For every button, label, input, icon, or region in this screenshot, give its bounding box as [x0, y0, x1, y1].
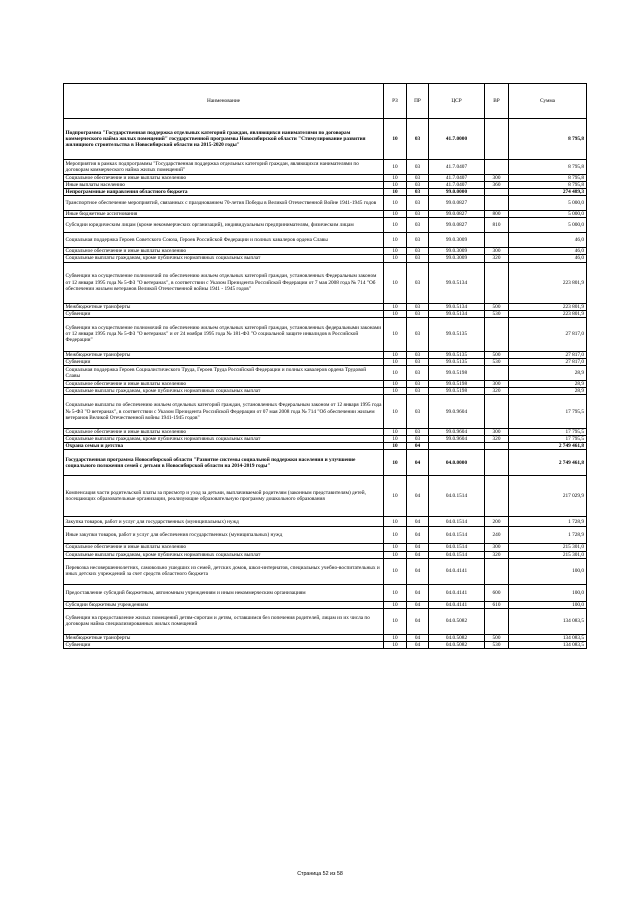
table-row	[64, 303, 587, 310]
cell-pr: 03	[407, 365, 429, 380]
cell-vr	[485, 443, 509, 450]
cell-rz: 10	[384, 248, 407, 255]
cell-pr: 04	[407, 544, 429, 551]
cell-vr	[485, 476, 509, 517]
cell-pr: 04	[407, 551, 429, 558]
cell-name: Субвенции	[64, 310, 384, 317]
cell-sum: 5 000,0	[509, 218, 587, 233]
table-row	[64, 182, 587, 189]
cell-rz: 10	[384, 310, 407, 317]
cell-rz: 10	[384, 262, 407, 303]
cell-vr: 320	[485, 255, 509, 262]
cell-vr: 360	[485, 182, 509, 189]
table-row	[64, 189, 587, 196]
cell-vr	[485, 365, 509, 380]
cell-sum: 134 083,5	[509, 608, 587, 634]
cell-csr: 04.0.1514	[429, 527, 485, 544]
cell-name: Межбюджетные трансферты	[64, 351, 384, 358]
cell-sum: 46,0	[509, 248, 587, 255]
table-row	[64, 119, 587, 160]
cell-rz: 10	[384, 641, 407, 648]
cell-pr: 03	[407, 211, 429, 218]
cell-csr: 99.0.9604	[429, 436, 485, 443]
cell-sum: 134 083,5	[509, 634, 587, 641]
cell-vr	[485, 450, 509, 476]
cell-name: Перевозка несовершеннолетних, самовольно ушедших из семей, детских домов, школ-интернатов, специальных учебно-воспитательных и иных детских учреждений за счет средств областного бюджета	[64, 558, 384, 584]
table-row	[64, 584, 587, 601]
cell-rz: 10	[384, 218, 407, 233]
cell-vr	[485, 262, 509, 303]
cell-name: Иные закупки товаров, работ и услуг для обеспечения государственных (муниципальных) нужд	[64, 527, 384, 544]
table-row	[64, 517, 587, 527]
cell-pr: 03	[407, 388, 429, 395]
cell-vr: 320	[485, 388, 509, 395]
cell-pr: 03	[407, 248, 429, 255]
cell-csr: 99.0.5135	[429, 317, 485, 351]
cell-vr: 500	[485, 351, 509, 358]
cell-csr: 04.0.4141	[429, 601, 485, 608]
cell-rz: 10	[384, 255, 407, 262]
cell-sum: 5 000,0	[509, 196, 587, 211]
cell-sum: 28,9	[509, 388, 587, 395]
cell-name: Социальное обеспечение и иные выплаты населению	[64, 248, 384, 255]
cell-pr: 03	[407, 233, 429, 248]
cell-pr: 04	[407, 601, 429, 608]
cell-csr: 99.0.5134	[429, 262, 485, 303]
cell-csr: 99.0.0827	[429, 211, 485, 218]
cell-rz: 10	[384, 517, 407, 527]
cell-sum: 134 083,5	[509, 641, 587, 648]
cell-name: Социальные выплаты гражданам, кроме публичных нормативных социальных выплат	[64, 388, 384, 395]
cell-rz: 10	[384, 634, 407, 641]
cell-name: Непрограммные направления областного бюджета	[64, 189, 384, 196]
table-row	[64, 358, 587, 365]
cell-rz: 10	[384, 450, 407, 476]
budget-table	[63, 83, 587, 649]
table-row	[64, 608, 587, 634]
cell-csr: 99.0.3009	[429, 248, 485, 255]
cell-pr: 04	[407, 450, 429, 476]
cell-csr: 99.0.0827	[429, 218, 485, 233]
cell-pr: 03	[407, 160, 429, 175]
cell-name: Субвенции на предоставление жилых помещений детям-сиротам и детям, оставшимся без попечения родителей, лицам из их числа по договорам найма специализированных жилых помещений	[64, 608, 384, 634]
cell-name: Социальное обеспечение и иные выплаты населению	[64, 544, 384, 551]
table-row	[64, 443, 587, 450]
cell-vr: 300	[485, 248, 509, 255]
cell-pr: 03	[407, 175, 429, 182]
cell-rz: 10	[384, 395, 407, 429]
cell-vr	[485, 317, 509, 351]
table-row	[64, 476, 587, 517]
table-row	[64, 601, 587, 608]
cell-rz: 10	[384, 436, 407, 443]
cell-csr: 04.0.4141	[429, 558, 485, 584]
cell-rz: 10	[384, 429, 407, 436]
table-row	[64, 527, 587, 544]
cell-rz: 10	[384, 365, 407, 380]
cell-csr: 04.0.1514	[429, 544, 485, 551]
cell-vr	[485, 189, 509, 196]
cell-csr: 99.0.3009	[429, 233, 485, 248]
cell-pr: 04	[407, 608, 429, 634]
cell-sum: 27 817,0	[509, 317, 587, 351]
cell-name: Мероприятия в рамках подпрограммы "Государственная поддержка отдельных категорий граждан, являющихся нанимателями по договорам коммерческого найма жилых помещений"	[64, 160, 384, 175]
table-row	[64, 395, 587, 429]
cell-name: Предоставление субсидий бюджетным, автономным учреждениям и иным некоммерческим организациям	[64, 584, 384, 601]
cell-pr: 03	[407, 182, 429, 189]
cell-name: Социальные выплаты гражданам, кроме публичных нормативных социальных выплат	[64, 436, 384, 443]
cell-pr: 03	[407, 429, 429, 436]
cell-sum: 2 749 461,8	[509, 443, 587, 450]
cell-rz: 10	[384, 182, 407, 189]
table-row	[64, 317, 587, 351]
cell-rz: 10	[384, 119, 407, 160]
cell-csr	[429, 443, 485, 450]
cell-name: Охрана семьи и детства	[64, 443, 384, 450]
table-row	[64, 365, 587, 380]
cell-name: Социальные выплаты по обеспечению жильем отдельных категорий граждан, установленных Федеральным законом от 12 января 1995 года № 5-ФЗ "О ветеранах", в соответствии с Указом Президента Российской Федерации от 07 мая 2008 года № 714 "Об обеспечении жильем ветеранов Великой Отечественной войны 1941-1945 годов"	[64, 395, 384, 429]
cell-name: Социальное обеспечение и иные выплаты населению	[64, 175, 384, 182]
cell-name: Социальные выплаты гражданам, кроме публичных нормативных социальных выплат	[64, 551, 384, 558]
header-name: Наименование	[64, 84, 384, 119]
cell-vr	[485, 160, 509, 175]
table-row	[64, 641, 587, 648]
cell-pr: 04	[407, 443, 429, 450]
cell-pr: 03	[407, 255, 429, 262]
cell-sum: 1 728,9	[509, 527, 587, 544]
cell-sum: 8 795,8	[509, 182, 587, 189]
cell-csr: 99.0.5135	[429, 358, 485, 365]
cell-csr: 41.7.0000	[429, 119, 485, 160]
cell-sum: 28,9	[509, 380, 587, 387]
table-body	[64, 119, 587, 649]
cell-sum: 8 795,8	[509, 119, 587, 160]
cell-csr: 04.0.1514	[429, 517, 485, 527]
cell-name: Компенсация части родительской платы за присмотр и уход за детьми, выплачиваемой родителям (законным представителям) детей, посещающих образовательные организации, реализующие образовательную программу дошкольного образования	[64, 476, 384, 517]
cell-vr: 200	[485, 517, 509, 527]
cell-sum: 17 795,5	[509, 436, 587, 443]
cell-rz: 10	[384, 527, 407, 544]
cell-rz: 10	[384, 233, 407, 248]
cell-rz: 10	[384, 601, 407, 608]
header-sum: Сумма	[509, 84, 587, 119]
cell-sum: 8 795,8	[509, 175, 587, 182]
cell-sum: 27 817,0	[509, 351, 587, 358]
page-footer: Страница 52 из 58	[297, 871, 343, 877]
cell-rz: 10	[384, 443, 407, 450]
cell-sum: 100,0	[509, 601, 587, 608]
cell-name: Закупка товаров, работ и услуг для государственных (муниципальных) нужд	[64, 517, 384, 527]
table-row	[64, 233, 587, 248]
cell-vr: 500	[485, 634, 509, 641]
table-row	[64, 634, 587, 641]
table-row	[64, 558, 587, 584]
table-row	[64, 388, 587, 395]
cell-rz: 10	[384, 317, 407, 351]
cell-sum: 1 728,9	[509, 517, 587, 527]
cell-sum: 223 801,9	[509, 303, 587, 310]
cell-pr: 03	[407, 351, 429, 358]
table-row	[64, 351, 587, 358]
cell-csr: 99.0.5134	[429, 310, 485, 317]
cell-vr: 300	[485, 380, 509, 387]
cell-rz: 10	[384, 303, 407, 310]
table-row	[64, 450, 587, 476]
cell-vr	[485, 196, 509, 211]
table-row	[64, 429, 587, 436]
cell-pr: 03	[407, 196, 429, 211]
cell-pr: 04	[407, 517, 429, 527]
cell-vr: 320	[485, 551, 509, 558]
cell-sum: 223 801,9	[509, 310, 587, 317]
table-row	[64, 551, 587, 558]
cell-csr: 04.0.4141	[429, 584, 485, 601]
cell-name: Социальная поддержка Героев Советского Союза, Героев Российской Федерации и полных кавалеров ордена Славы	[64, 233, 384, 248]
cell-pr: 03	[407, 310, 429, 317]
cell-vr: 800	[485, 211, 509, 218]
table-row	[64, 196, 587, 211]
cell-rz: 10	[384, 351, 407, 358]
cell-csr: 99.0.5135	[429, 351, 485, 358]
header-vr: ВР	[485, 84, 509, 119]
cell-vr: 530	[485, 358, 509, 365]
cell-name: Государственная программа Новосибирской области "Развитие системы социальной поддержки населения и улучшение социального положения семей с детьми в Новосибирской области на 2014-2019 годы"	[64, 450, 384, 476]
cell-sum: 223 801,9	[509, 262, 587, 303]
cell-name: Социальная поддержка Героев Социалистического Труда, Героев Труда Российской Федерации и полных кавалеров ордена Трудовой Славы	[64, 365, 384, 380]
header-rz: РЗ	[384, 84, 407, 119]
cell-sum: 5 000,0	[509, 211, 587, 218]
table-row	[64, 262, 587, 303]
cell-name: Субвенции	[64, 641, 384, 648]
table-header-row	[64, 84, 587, 119]
cell-pr: 04	[407, 641, 429, 648]
cell-vr	[485, 119, 509, 160]
cell-rz: 10	[384, 608, 407, 634]
cell-pr: 03	[407, 317, 429, 351]
cell-rz: 10	[384, 558, 407, 584]
cell-vr: 600	[485, 584, 509, 601]
cell-csr: 41.7.0407	[429, 175, 485, 182]
cell-sum: 17 795,5	[509, 395, 587, 429]
cell-name: Транспортное обеспечение мероприятий, связанных с празднованием 70-летия Победы в Великой Отечественной Войне 1941-1945 годов	[64, 196, 384, 211]
cell-vr	[485, 233, 509, 248]
cell-csr: 99.0.9604	[429, 429, 485, 436]
cell-csr: 99.0.0000	[429, 189, 485, 196]
cell-pr: 04	[407, 584, 429, 601]
cell-vr: 320	[485, 436, 509, 443]
cell-csr: 41.7.0407	[429, 182, 485, 189]
cell-pr: 04	[407, 476, 429, 517]
cell-rz: 10	[384, 211, 407, 218]
cell-pr: 03	[407, 303, 429, 310]
cell-sum: 215 301,0	[509, 544, 587, 551]
cell-name: Социальное обеспечение и иные выплаты населению	[64, 380, 384, 387]
cell-sum: 215 301,0	[509, 551, 587, 558]
cell-pr: 03	[407, 218, 429, 233]
cell-name: Иные выплаты населению	[64, 182, 384, 189]
cell-pr: 04	[407, 634, 429, 641]
cell-vr: 300	[485, 429, 509, 436]
cell-csr: 99.0.5134	[429, 303, 485, 310]
cell-vr	[485, 395, 509, 429]
cell-rz: 10	[384, 380, 407, 387]
table-row	[64, 218, 587, 233]
cell-name: Субвенции на осуществление полномочий по обеспечению жильем отдельных категорий граждан, установленных Федеральным законом от 12 января 1995 года № 5-ФЗ "О ветеранах", в соответствии с Указом Президента Российской Федерации от 7 мая 2008 года № 714 "Об обеспечении жильем ветеранов Великой Отечественной войны 1941 - 1945 годов"	[64, 262, 384, 303]
cell-rz: 10	[384, 160, 407, 175]
cell-name: Субвенции на осуществление полномочий по обеспечению жильем отдельных категорий граждан, установленных федеральными законами от 12 января 1995 года № 5-ФЗ "О ветеранах" и от 24 ноября 1995 года № 181-ФЗ "О социальной защите инвалидов в Российской Федерации"	[64, 317, 384, 351]
cell-rz: 10	[384, 175, 407, 182]
cell-vr: 240	[485, 527, 509, 544]
cell-rz: 10	[384, 358, 407, 365]
cell-rz: 10	[384, 196, 407, 211]
cell-csr: 99.0.5198	[429, 365, 485, 380]
table-row	[64, 248, 587, 255]
cell-csr: 99.0.5198	[429, 388, 485, 395]
cell-sum: 8 795,8	[509, 160, 587, 175]
cell-vr: 300	[485, 544, 509, 551]
table-row	[64, 255, 587, 262]
cell-sum: 46,0	[509, 233, 587, 248]
cell-name: Иные бюджетные ассигнования	[64, 211, 384, 218]
cell-sum: 274 489,3	[509, 189, 587, 196]
cell-sum: 27 817,0	[509, 358, 587, 365]
cell-vr: 530	[485, 641, 509, 648]
cell-csr: 04.0.5082	[429, 608, 485, 634]
cell-csr: 04.0.0000	[429, 450, 485, 476]
cell-csr: 99.0.5198	[429, 380, 485, 387]
cell-csr: 04.0.5082	[429, 641, 485, 648]
cell-vr	[485, 558, 509, 584]
cell-pr: 04	[407, 527, 429, 544]
cell-csr: 41.7.0407	[429, 160, 485, 175]
cell-name: Субвенции	[64, 358, 384, 365]
cell-pr: 03	[407, 436, 429, 443]
cell-vr: 530	[485, 310, 509, 317]
table-row	[64, 544, 587, 551]
cell-csr: 99.0.3009	[429, 255, 485, 262]
table-row	[64, 211, 587, 218]
cell-rz: 10	[384, 551, 407, 558]
cell-pr: 03	[407, 395, 429, 429]
cell-name: Подпрограмма "Государственная поддержка отдельных категорий граждан, являющихся нанимателями по договорам коммерческого найма жилых помещений" государственной программы Новосибирской области "Стимулирование развития жилищного строительства в Новосибирской области на 2015-2020 годы"	[64, 119, 384, 160]
cell-vr: 610	[485, 601, 509, 608]
cell-sum: 17 795,5	[509, 429, 587, 436]
cell-vr: 500	[485, 303, 509, 310]
cell-rz: 10	[384, 189, 407, 196]
cell-vr: 300	[485, 175, 509, 182]
cell-pr: 03	[407, 119, 429, 160]
cell-sum: 100,0	[509, 558, 587, 584]
cell-name: Субсидии юридическим лицам (кроме некоммерческих организаций), индивидуальным предпринимателям, физическим лицам	[64, 218, 384, 233]
cell-pr: 03	[407, 189, 429, 196]
cell-pr: 03	[407, 262, 429, 303]
cell-sum: 46,0	[509, 255, 587, 262]
table-row	[64, 175, 587, 182]
cell-csr: 04.0.1514	[429, 476, 485, 517]
cell-name: Межбюджетные трансферты	[64, 303, 384, 310]
cell-pr: 03	[407, 380, 429, 387]
cell-name: Социальное обеспечение и иные выплаты населению	[64, 429, 384, 436]
cell-csr: 04.0.1514	[429, 551, 485, 558]
cell-csr: 04.0.5082	[429, 634, 485, 641]
cell-csr: 99.0.9604	[429, 395, 485, 429]
cell-name: Межбюджетные трансферты	[64, 634, 384, 641]
cell-pr: 04	[407, 558, 429, 584]
cell-rz: 10	[384, 388, 407, 395]
table-row	[64, 160, 587, 175]
cell-sum: 217 029,9	[509, 476, 587, 517]
cell-rz: 10	[384, 544, 407, 551]
cell-sum: 28,9	[509, 365, 587, 380]
cell-sum: 2 749 461,8	[509, 450, 587, 476]
cell-rz: 10	[384, 584, 407, 601]
cell-name: Социальные выплаты гражданам, кроме публичных нормативных социальных выплат	[64, 255, 384, 262]
cell-vr	[485, 608, 509, 634]
header-pr: ПР	[407, 84, 429, 119]
table-row	[64, 310, 587, 317]
header-csr: ЦСР	[429, 84, 485, 119]
cell-name: Субсидии бюджетным учреждениям	[64, 601, 384, 608]
cell-pr: 03	[407, 358, 429, 365]
cell-vr: 810	[485, 218, 509, 233]
table-row	[64, 380, 587, 387]
table-row	[64, 436, 587, 443]
cell-rz: 10	[384, 476, 407, 517]
cell-sum: 100,0	[509, 584, 587, 601]
cell-csr: 99.0.0827	[429, 196, 485, 211]
